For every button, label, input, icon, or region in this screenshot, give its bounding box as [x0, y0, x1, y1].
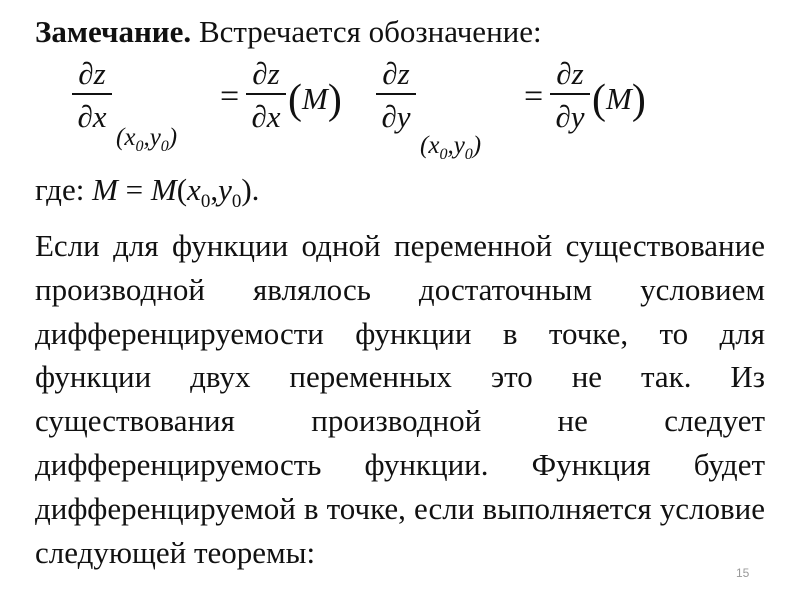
partial-fraction-dz-dx-rhs	[246, 58, 286, 132]
fraction-denominator: ∂x	[77, 98, 107, 134]
title-rest: Встречается обозначение:	[191, 14, 542, 49]
arg-open-paren: (	[288, 77, 302, 123]
evaluation-point	[116, 124, 177, 156]
fraction-numerator: ∂z	[382, 56, 410, 91]
eval-open-paren: (	[420, 132, 429, 159]
fraction-denominator: ∂y	[555, 98, 585, 134]
fraction-numerator: ∂z	[78, 56, 106, 91]
eval-x-sub: 0	[135, 138, 144, 155]
partial-fraction-dz-dy-rhs	[550, 58, 590, 132]
function-argument	[288, 76, 342, 124]
function-argument	[592, 76, 646, 124]
arg-point: M	[302, 81, 328, 116]
evaluation-point	[420, 132, 481, 164]
partial-fraction-dz-dy	[376, 58, 416, 132]
where-comma: ,	[210, 172, 219, 207]
point-symbol: M	[92, 172, 118, 207]
equals-sign: =	[524, 78, 544, 115]
eval-y-sub: 0	[160, 138, 169, 155]
where-y: y	[218, 172, 232, 207]
eval-open-paren: (	[116, 124, 125, 151]
equals-sign: =	[220, 78, 240, 115]
fraction-denominator: ∂x	[251, 98, 281, 134]
eval-close-paren: )	[472, 132, 482, 159]
partial-fraction-dz-dx	[72, 58, 112, 132]
eval-close-paren: )	[168, 124, 178, 151]
eval-y-sub: 0	[464, 146, 473, 163]
fraction-denominator: ∂y	[381, 98, 411, 134]
where-open-paren: (	[176, 172, 188, 207]
formula-row	[72, 56, 712, 166]
point-definition	[35, 168, 765, 224]
where-y-sub: 0	[231, 191, 242, 213]
arg-open-paren: (	[592, 77, 606, 123]
where-x-sub: 0	[200, 191, 211, 213]
arg-close-paren: )	[327, 77, 342, 123]
arg-close-paren: )	[631, 77, 646, 123]
where-close: ).	[241, 172, 260, 207]
eval-comma: ,	[143, 124, 150, 151]
where-equals: =	[117, 172, 151, 207]
remark-paragraph: Если для функции одной переменной существование производной являлось достаточным условием дифференцируемости функции в точке, то для функции двух переменных это не так. Из существования производной не следует дифференцируемость функции. Функция будет дифференцируемой в точке, если выполняется условие следующей теоремы:	[35, 227, 765, 570]
fraction-numerator: ∂z	[556, 56, 584, 91]
eval-y: y	[453, 132, 465, 159]
where-prefix: где:	[35, 172, 93, 207]
eval-x: x	[428, 132, 440, 159]
slide-title	[35, 14, 542, 50]
eval-y: y	[149, 124, 161, 151]
point-symbol: M	[150, 172, 177, 207]
page-number: 15	[736, 566, 750, 580]
where-x: x	[187, 172, 201, 207]
fraction-numerator: ∂z	[252, 56, 280, 91]
slide-body	[35, 168, 765, 574]
eval-x-sub: 0	[439, 146, 448, 163]
eval-x: x	[124, 124, 136, 151]
arg-point: M	[606, 81, 632, 116]
eval-comma: ,	[447, 132, 454, 159]
title-bold: Замечание.	[35, 14, 192, 49]
